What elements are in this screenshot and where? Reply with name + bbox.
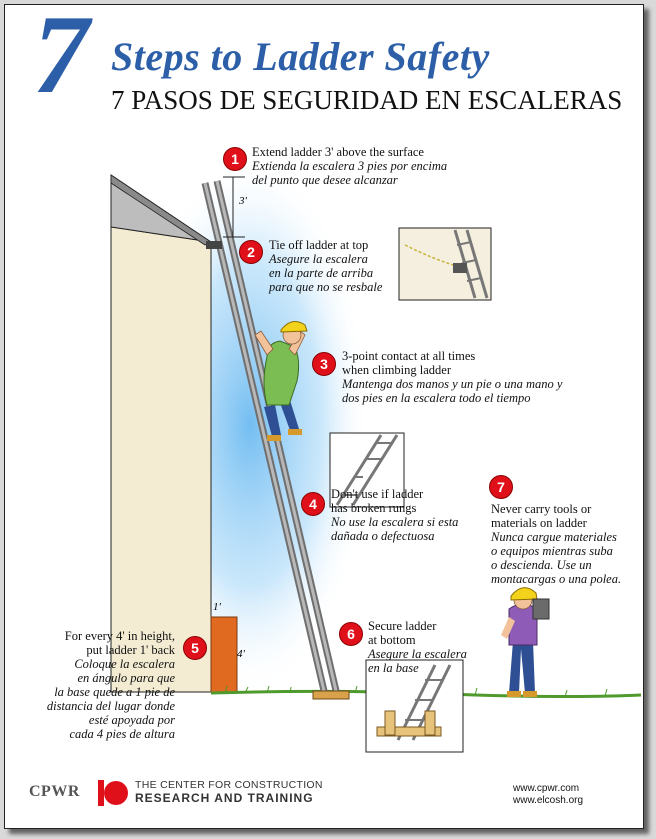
org-name-line1: THE CENTER FOR CONSTRUCTION — [135, 779, 323, 791]
cpwr-wordmark: CPWR — [29, 783, 80, 800]
step-4-en-line2: has broken rungs — [331, 501, 417, 515]
building-wall — [111, 227, 211, 692]
dim-base-width-label: 1' — [213, 601, 221, 613]
step-3-badge: 3 — [312, 352, 336, 376]
step-4-es-line1: No use la escalera si esta — [331, 515, 459, 529]
step-5-text — [7, 629, 175, 741]
step-5-en-line1: For every 4' in height, — [64, 629, 175, 643]
step-5-es-line4: distancia del lugar donde — [46, 699, 175, 713]
step-5-es-line5: esté apoyada por — [88, 713, 175, 727]
step-3-en-line1: 3-point contact at all times — [342, 349, 476, 363]
page-title: Steps to Ladder Safety — [111, 34, 490, 79]
step-5-en-line2: put ladder 1' back — [86, 643, 175, 657]
step-6-en-line1: Secure ladder — [368, 619, 437, 633]
step-7-es-line2: o equipos mientras suba — [491, 544, 613, 558]
step-7-badge: 7 — [489, 475, 513, 499]
org-name-line2: RESEARCH AND TRAINING — [135, 791, 314, 805]
step-4-badge: 4 — [301, 492, 325, 516]
step-5-es-line1: Coloque la escalera — [74, 657, 175, 671]
step-7-es-line3: o descienda. Use un — [491, 558, 592, 572]
step-3-es-line2: dos pies en la escalera todo el tiempo — [342, 391, 531, 405]
tie-off — [206, 241, 222, 249]
step-7-en-line1: Never carry tools or — [491, 502, 592, 516]
step-5-es-line3: la base quede a 1 pie de — [54, 685, 175, 699]
page-subtitle-spanish: 7 PASOS DE SEGURIDAD EN ESCALERAS — [111, 85, 623, 115]
step-6-en-line2: at bottom — [368, 633, 416, 647]
step-4-text — [331, 487, 458, 543]
step-4-en-line1: Don't use if ladder — [331, 487, 424, 501]
step-2-es-line3: para que no se resbale — [269, 280, 383, 294]
step-3-es-line1: Mantenga dos manos y un pie o una mano y — [342, 377, 563, 391]
step-1-badge: 1 — [223, 147, 247, 171]
standing-worker — [501, 588, 549, 697]
dim-top-label: 3' — [239, 195, 247, 207]
step-2-es-line1: Asegure la escalera — [269, 252, 368, 266]
step-6-badge: 6 — [339, 622, 363, 646]
step-7-text — [491, 502, 621, 586]
step-6-es-line1: Asegure la escalera — [368, 647, 467, 661]
step-3-en-line2: when climbing ladder — [342, 363, 451, 377]
step-1-es-line1: Extienda la escalera 3 pies por encima — [252, 159, 448, 173]
step-2-badge: 2 — [239, 240, 263, 264]
step-2-en: Tie off ladder at top — [269, 238, 369, 252]
title-number: 7 — [33, 4, 89, 117]
step-6-es-line2: en la base — [368, 661, 419, 675]
step-3-text — [342, 349, 562, 405]
cpwr-logo-icon — [97, 777, 129, 809]
step-1-en: Extend ladder 3' above the surface — [252, 145, 424, 159]
step-7-es-line4: montacargas o una polea. — [491, 572, 622, 586]
step-1-es-line2: del punto que desee alcanzar — [252, 173, 398, 187]
step-5-es-line6: cada 4 pies de altura — [69, 727, 175, 741]
step-7-es-line1: Nunca cargue materiales — [491, 530, 617, 544]
poster — [4, 4, 644, 829]
url-cpwr[interactable]: www.cpwr.com — [513, 783, 580, 794]
inset-tie-off — [399, 228, 491, 300]
ladder-base-board — [313, 691, 349, 699]
step-5-badge: 5 — [183, 636, 207, 660]
step-2-text — [269, 238, 382, 294]
url-elcosh[interactable]: www.elcosh.org — [513, 795, 584, 806]
base-block — [211, 617, 237, 692]
step-7-en-line2: materials on ladder — [491, 516, 587, 530]
dim-base-height-label: 4' — [237, 648, 245, 660]
step-2-es-line2: en la parte de arriba — [269, 266, 374, 280]
step-5-es-line2: en ángulo para que — [77, 671, 175, 685]
step-1-text — [252, 145, 447, 187]
step-6-text — [368, 619, 467, 675]
step-4-es-line2: dañada o defectuosa — [331, 529, 435, 543]
